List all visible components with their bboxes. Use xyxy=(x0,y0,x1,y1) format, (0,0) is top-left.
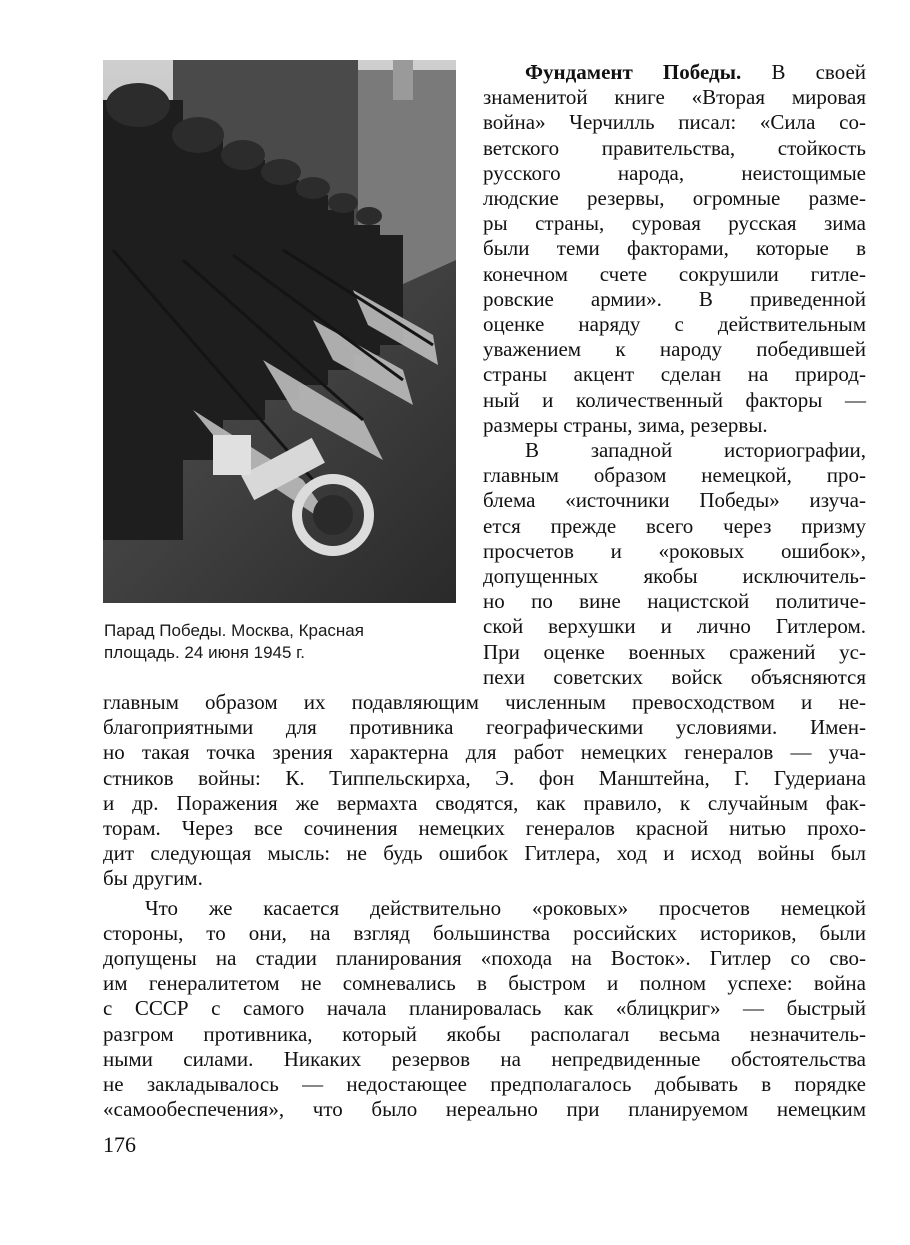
text-line: ный и количественный факторы — xyxy=(483,387,866,412)
text-line: стников войны: К. Типпельскирха, Э. фон Манштейна, Г. Гудериана xyxy=(103,765,866,790)
text-line: русского народа, неистощимые xyxy=(483,160,866,185)
text-line: размеры страны, зима, резервы. xyxy=(483,412,768,437)
text-line: ровские армии». В приведенной xyxy=(483,286,866,311)
text-line: стороны, то они, на взгляд большинства российских историков, были xyxy=(103,920,866,945)
side-column-text xyxy=(483,60,866,690)
text-line: допущены на стадии планирования «похода на Восток». Гитлер со сво- xyxy=(103,946,866,971)
text-line: дит следующая мысль: не будь ошибок Гитлера, ход и исход войны был xyxy=(103,841,866,866)
page-number: 176 xyxy=(103,1132,136,1157)
text-line: главным образом немецкой, про- xyxy=(483,463,866,488)
text-line: но такая точка зрения характерна для работ немецких генералов — уча- xyxy=(103,740,866,765)
text-line: В своей xyxy=(771,60,867,84)
text-line: оценке наряду с действительным xyxy=(483,312,866,337)
text-line: разгром противника, который якобы располагал весьма незначитель- xyxy=(103,1021,866,1046)
text-line: но по вине нацистской политиче- xyxy=(483,589,866,614)
text-line: ными силами. Никаких резервов на непредвиденные обстоятельства xyxy=(103,1046,866,1071)
text-line: ской верхушки и лично Гитлером. xyxy=(483,614,866,639)
text-line: Что же касается действительно «роковых» просчетов немецкой xyxy=(145,895,866,920)
parade-photo-image xyxy=(103,60,456,603)
text-line: конечном счете сокрушили гитле- xyxy=(483,261,866,286)
text-line: пехи советских войск объясняются xyxy=(483,664,866,689)
text-line: не закладывалось — недостающее предполагалось добывать в порядке xyxy=(103,1072,866,1097)
text-line: и др. Поражения же вермахта сводятся, как правило, к случайным фак- xyxy=(103,790,866,815)
text-line: были теми факторами, которые в xyxy=(483,236,866,261)
text-line: главным образом их подавляющим численным превосходством и не- xyxy=(103,690,866,714)
text-line: им генералитетом не сомневались в быстром и полном успехе: война xyxy=(103,971,866,996)
caption-line: Парад Победы. Москва, Красная xyxy=(104,621,364,640)
paragraph-first-line xyxy=(483,60,866,85)
text-line: знаменитой книге «Вторая мировая xyxy=(483,85,866,110)
text-line: просчетов и «роковых ошибок», xyxy=(483,538,866,563)
text-line: ры страны, суровая русская зима xyxy=(483,211,866,236)
full-width-text xyxy=(103,690,866,1122)
text-line: ветского правительства, стойкость xyxy=(483,135,866,160)
text-line: бы другим. xyxy=(103,866,203,891)
text-line: благоприятными для противника географическими условиями. Имен- xyxy=(103,715,866,740)
text-line: блема «источники Победы» изуча- xyxy=(483,488,866,513)
parade-photo xyxy=(103,60,456,603)
text-line: торам. Через все сочинения немецких генералов красной нитью прохо- xyxy=(103,816,866,841)
photo-caption xyxy=(104,620,449,664)
text-line: ется прежде всего через призму xyxy=(483,513,866,538)
text-line: с СССР с самого начала планировалась как «блицкриг» — быстрый xyxy=(103,996,866,1021)
text-line: страны акцент сделан на природ- xyxy=(483,362,866,387)
text-line: допущенных якобы исключитель- xyxy=(483,564,866,589)
text-line: «самообеспечения», что было нереально при планируемом немецким xyxy=(103,1097,866,1122)
text-line: война» Черчилль писал: «Сила со- xyxy=(483,110,866,135)
caption-line: площадь. 24 июня 1945 г. xyxy=(104,643,306,662)
text-line: людские резервы, огромные разме- xyxy=(483,186,866,211)
text-line: уважением к народу победившей xyxy=(483,337,866,362)
text-line: При оценке военных сражений ус- xyxy=(483,639,866,664)
text-line: В западной историографии, xyxy=(525,438,866,463)
section-heading: Фундамент Победы. xyxy=(525,60,742,84)
